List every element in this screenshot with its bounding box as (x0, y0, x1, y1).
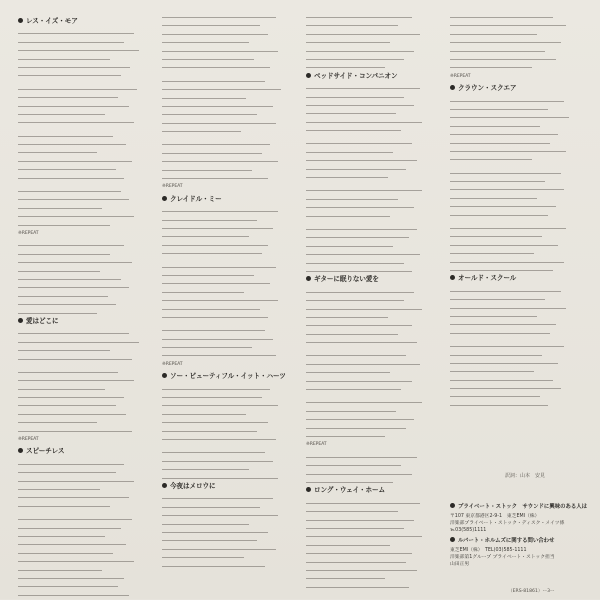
lyric-line (162, 521, 249, 525)
lyric-line (450, 131, 558, 135)
lyric-line (162, 512, 278, 516)
repeat-marker: ※REPEAT (18, 231, 39, 236)
lyric-line (162, 78, 265, 82)
lyric-line (18, 377, 134, 381)
lyric-line (306, 31, 420, 35)
lyric-line (306, 425, 406, 429)
lyric-line (18, 558, 134, 562)
lyric-line (306, 575, 385, 579)
lyric-line (450, 114, 569, 118)
lyric-line (306, 314, 388, 318)
lyric-line (450, 140, 550, 144)
lyric-line (306, 268, 412, 272)
bullet-icon (162, 373, 167, 378)
lyric-block (306, 14, 438, 68)
lyric-line (18, 575, 124, 579)
lyric-line (306, 369, 390, 373)
lyric-line (306, 119, 422, 123)
lyric-line (306, 550, 412, 554)
lyric-line (18, 103, 129, 107)
song-title: クレイドル・ミー (162, 196, 294, 203)
lyric-line (162, 327, 265, 331)
lyric-block (306, 85, 438, 272)
lyric-line (306, 517, 414, 521)
lyric-line (162, 264, 276, 268)
credit-line: 洋楽部プライベート・ストック・ディスク・メイツ係 (450, 521, 565, 526)
lyric-line (18, 158, 132, 162)
lyric-line (450, 195, 537, 199)
lyric-line (18, 72, 121, 76)
lyric-line (450, 203, 556, 207)
repeat-marker: ※REPEAT (162, 184, 183, 190)
lyric-line (162, 475, 278, 479)
lyric-block (162, 386, 294, 479)
lyric-block (18, 330, 150, 431)
lyric-line (18, 293, 108, 297)
lyric-line (18, 592, 129, 596)
lyric-line (306, 533, 422, 537)
bullet-icon (450, 85, 455, 90)
lyric-line (18, 369, 118, 373)
lyric-line (450, 267, 553, 271)
lyric-line (450, 352, 542, 356)
credit-line: 山田正男 (450, 562, 470, 567)
lyric-line (306, 352, 406, 356)
lyric-line (18, 149, 97, 153)
song-title: ソー・ビューティフル・イット・ハーツ (162, 373, 294, 380)
lyric-line (306, 386, 401, 390)
lyric-line (18, 330, 129, 334)
lyric-line (450, 385, 561, 389)
lyric-line (450, 123, 540, 127)
lyric-line (18, 550, 113, 554)
lyric-line (18, 301, 116, 305)
lyric-line (306, 306, 422, 310)
bullet-icon (18, 18, 23, 23)
lyric-line (162, 280, 270, 284)
lyric-line (162, 336, 273, 340)
lyric-line (162, 289, 244, 293)
lyric-line (18, 386, 105, 390)
lyric-line (18, 525, 121, 529)
lyric-line (306, 64, 385, 68)
lyric-line (18, 166, 116, 170)
song-title: スピーチレス (18, 448, 150, 455)
lyric-line (450, 377, 553, 381)
lyric-column-1 (18, 14, 150, 600)
lyric-line (306, 204, 414, 208)
lyric-block (306, 500, 438, 588)
bullet-icon (18, 318, 23, 323)
lyric-line (18, 276, 121, 280)
lyric-line (162, 233, 249, 237)
lyric-line (306, 433, 385, 437)
lyric-block (18, 461, 150, 596)
lyric-block (162, 14, 294, 179)
lyric-line (162, 14, 276, 18)
lyric-line (162, 352, 276, 356)
lyric-line (306, 361, 420, 365)
lyric-line (450, 250, 534, 254)
lyric-line (450, 64, 532, 68)
lyric-line (306, 251, 420, 255)
song-title: クラウン・スクエア (450, 85, 582, 92)
lyric-line (306, 22, 398, 26)
lyric-line (18, 284, 129, 288)
bullet-icon (162, 196, 167, 201)
lyric-line (162, 495, 273, 499)
lyric-line (162, 64, 270, 68)
lyric-line (450, 330, 550, 334)
bullet-icon (306, 73, 311, 78)
lyric-line (450, 156, 532, 160)
song-title: オールド・スクール (450, 275, 582, 282)
lyric-line (306, 56, 404, 60)
lyric-block (450, 288, 582, 406)
credit-line: 洋楽部第1グループ プライベート・ストック担当 (450, 555, 555, 560)
lyric-line (306, 110, 396, 114)
lyric-line (306, 174, 388, 178)
lyric-line (306, 408, 396, 412)
lyric-line (18, 461, 124, 465)
lyric-line (450, 393, 540, 397)
lyric-block (306, 454, 438, 483)
bullet-icon (450, 503, 455, 508)
lyric-line (450, 296, 545, 300)
lyric-line (306, 140, 412, 144)
credit-title: ルパート・ホルムズに関する問い合わせ (450, 537, 582, 545)
lyric-line (306, 289, 414, 293)
lyric-line (162, 95, 246, 99)
lyric-line (450, 56, 556, 60)
lyric-line (306, 48, 414, 52)
lyric-line (162, 306, 260, 310)
lyric-line (18, 469, 116, 473)
lyric-line (450, 233, 542, 237)
lyric-line (162, 86, 281, 90)
lyric-line (450, 225, 566, 229)
lyric-line (162, 436, 276, 440)
lyric-line (450, 178, 545, 182)
lyric-line (306, 196, 398, 200)
lyric-line (306, 85, 420, 89)
lyric-line (306, 500, 420, 504)
lyric-line (162, 314, 268, 318)
lyric-line (450, 242, 558, 246)
lyric-line (18, 39, 124, 43)
lyric-line (18, 516, 132, 520)
lyric-line (162, 428, 257, 432)
lyric-line (18, 30, 134, 34)
lyric-line (306, 166, 406, 170)
lyric-line (450, 288, 561, 292)
repeat-marker: ※REPEAT (450, 73, 471, 79)
lyric-line (306, 297, 404, 301)
credit-line: 〒107 東京都港区2-9-1 東芝EMI（株） (450, 514, 540, 519)
lyric-line (306, 454, 417, 458)
credit-line: 東芝EMI（株） TEL(03)585-1111 (450, 548, 527, 553)
lyric-line (306, 127, 401, 131)
lyric-line (18, 503, 110, 507)
lyric-line (162, 458, 273, 462)
bullet-icon (306, 487, 311, 492)
lyric-line (162, 394, 262, 398)
credit-line: ℡03(585)1111 (450, 528, 487, 533)
lyric-line (18, 141, 126, 145)
lyric-line (18, 119, 134, 123)
lyric-line (162, 208, 278, 212)
lyric-line (162, 546, 276, 550)
lyric-line (162, 103, 273, 107)
lyric-line (450, 14, 553, 18)
bullet-icon (450, 537, 455, 542)
lyric-line (18, 478, 134, 482)
repeat-marker: ※REPEAT (162, 361, 183, 367)
lyric-line (162, 175, 268, 179)
lyric-line (306, 399, 422, 403)
lyric-line (18, 411, 126, 415)
song-title: ベッドサイド・コンパニオン (306, 73, 438, 80)
credits-section (450, 500, 588, 568)
lyric-line (18, 86, 137, 90)
lyric-line (306, 378, 412, 382)
lyric-line (18, 583, 118, 587)
lyric-line (18, 175, 124, 179)
lyric-line (18, 222, 110, 226)
lyric-line (162, 111, 257, 115)
lyric-line (450, 48, 545, 52)
lyric-line (450, 343, 564, 347)
bullet-icon (450, 275, 455, 280)
lyric-block (306, 289, 438, 437)
lyric-line (162, 466, 249, 470)
lyric-line (162, 217, 257, 221)
lyric-line (162, 297, 278, 301)
lyric-line (306, 416, 414, 420)
lyric-line (450, 212, 548, 216)
lyric-block (18, 242, 150, 313)
lyric-line (162, 225, 273, 229)
lyric-line (450, 360, 558, 364)
song-title: ロング・ウェイ・ホーム (306, 487, 438, 494)
repeat-marker: ※REPEAT (18, 437, 39, 443)
lyric-block (18, 30, 150, 225)
lyric-line (162, 344, 252, 348)
lyric-line (306, 14, 412, 18)
lyric-line (162, 39, 249, 43)
lyric-line (306, 508, 398, 512)
lyric-line (18, 394, 124, 398)
lyric-line (18, 133, 113, 137)
lyric-line (306, 213, 390, 217)
lyric-line (450, 22, 566, 26)
lyric-line (18, 259, 132, 263)
lyric-line (306, 331, 398, 335)
lyric-line (306, 226, 417, 230)
lyric-line (18, 541, 126, 545)
lyric-line (18, 56, 110, 60)
song-title: レス・イズ・モア (18, 18, 150, 25)
lyric-line (18, 205, 102, 209)
lyric-line (306, 542, 390, 546)
lyric-line (306, 462, 401, 466)
lyric-line (306, 94, 404, 98)
page-number: （ERS-81861）ー3ー (508, 589, 555, 594)
lyricist-credit: 訳詞：山本 安見 (505, 473, 546, 479)
lyric-line (18, 111, 105, 115)
lyric-line (162, 48, 278, 52)
lyric-line (162, 31, 268, 35)
lyric-line (306, 234, 409, 238)
lyric-line (162, 250, 262, 254)
lyric-column-3 (306, 14, 438, 592)
lyric-line (162, 158, 278, 162)
lyric-line (18, 310, 97, 314)
song-title: ギターに眠りない愛を (306, 276, 438, 283)
lyric-line (450, 186, 564, 190)
lyric-line (306, 149, 393, 153)
lyric-line (162, 150, 262, 154)
lyric-line (162, 56, 254, 60)
lyric-line (18, 533, 105, 537)
lyric-line (306, 479, 393, 483)
lyric-line (306, 260, 404, 264)
lyric-line (162, 537, 257, 541)
lyric-line (306, 525, 404, 529)
lyric-line (18, 47, 139, 51)
lyric-line (18, 356, 132, 360)
lyric-line (18, 64, 130, 68)
lyric-line (162, 563, 265, 567)
lyric-line (450, 368, 534, 372)
lyric-block (450, 98, 582, 271)
lyric-column-2 (162, 14, 294, 571)
lyric-line (18, 419, 97, 423)
repeat-marker: ※REPEAT (306, 442, 327, 448)
credit-title: プライベート・ストック サウンドに興味のある人は (450, 503, 582, 511)
lyric-line (162, 504, 260, 508)
lyric-line (162, 22, 260, 26)
lyric-line (162, 128, 241, 132)
lyric-line (18, 402, 116, 406)
lyric-line (18, 251, 110, 255)
lyric-line (162, 402, 278, 406)
bullet-icon (162, 483, 167, 488)
lyric-line (306, 157, 417, 161)
bullet-icon (18, 448, 23, 453)
lyric-line (306, 567, 417, 571)
lyric-line (162, 272, 254, 276)
lyric-line (162, 167, 252, 171)
lyric-line (18, 196, 129, 200)
lyric-line (306, 322, 412, 326)
lyric-line (450, 106, 548, 110)
lyric-line (450, 39, 561, 43)
lyric-line (18, 242, 124, 246)
lyric-line (450, 148, 566, 152)
lyric-column-4 (450, 14, 582, 410)
lyric-line (306, 102, 414, 106)
lyric-line (450, 321, 556, 325)
lyric-line (162, 120, 276, 124)
lyric-line (162, 419, 268, 423)
lyric-line (162, 242, 268, 246)
lyric-line (450, 31, 537, 35)
lyric-line (450, 98, 564, 102)
lyric-line (306, 243, 393, 247)
lyric-line (450, 259, 564, 263)
lyric-line (18, 213, 134, 217)
lyric-line (18, 188, 121, 192)
lyric-line (450, 305, 566, 309)
lyric-line (306, 471, 412, 475)
lyric-line (18, 494, 129, 498)
lyric-line (162, 411, 246, 415)
lyric-block (162, 495, 294, 566)
lyric-line (18, 486, 100, 490)
lyric-line (306, 187, 422, 191)
lyric-line (162, 554, 244, 558)
song-title: 今夜はメロウに (162, 483, 294, 490)
lyric-line (306, 39, 390, 43)
lyric-line (18, 94, 118, 98)
lyric-block (162, 208, 294, 356)
bullet-icon (306, 276, 311, 281)
lyric-line (162, 449, 265, 453)
lyric-line (18, 428, 132, 432)
lyric-block (450, 14, 582, 68)
song-title: 愛はどこに (18, 318, 150, 325)
lyric-line (162, 529, 268, 533)
lyric-line (306, 339, 417, 343)
lyric-line (306, 584, 409, 588)
lyric-line (18, 567, 102, 571)
lyric-line (450, 313, 537, 317)
lyric-line (450, 170, 561, 174)
lyric-line (18, 339, 139, 343)
lyric-line (162, 141, 270, 145)
lyric-line (18, 268, 100, 272)
lyric-line (306, 559, 406, 563)
lyric-line (450, 402, 548, 406)
lyric-line (18, 347, 110, 351)
lyric-line (162, 386, 270, 390)
